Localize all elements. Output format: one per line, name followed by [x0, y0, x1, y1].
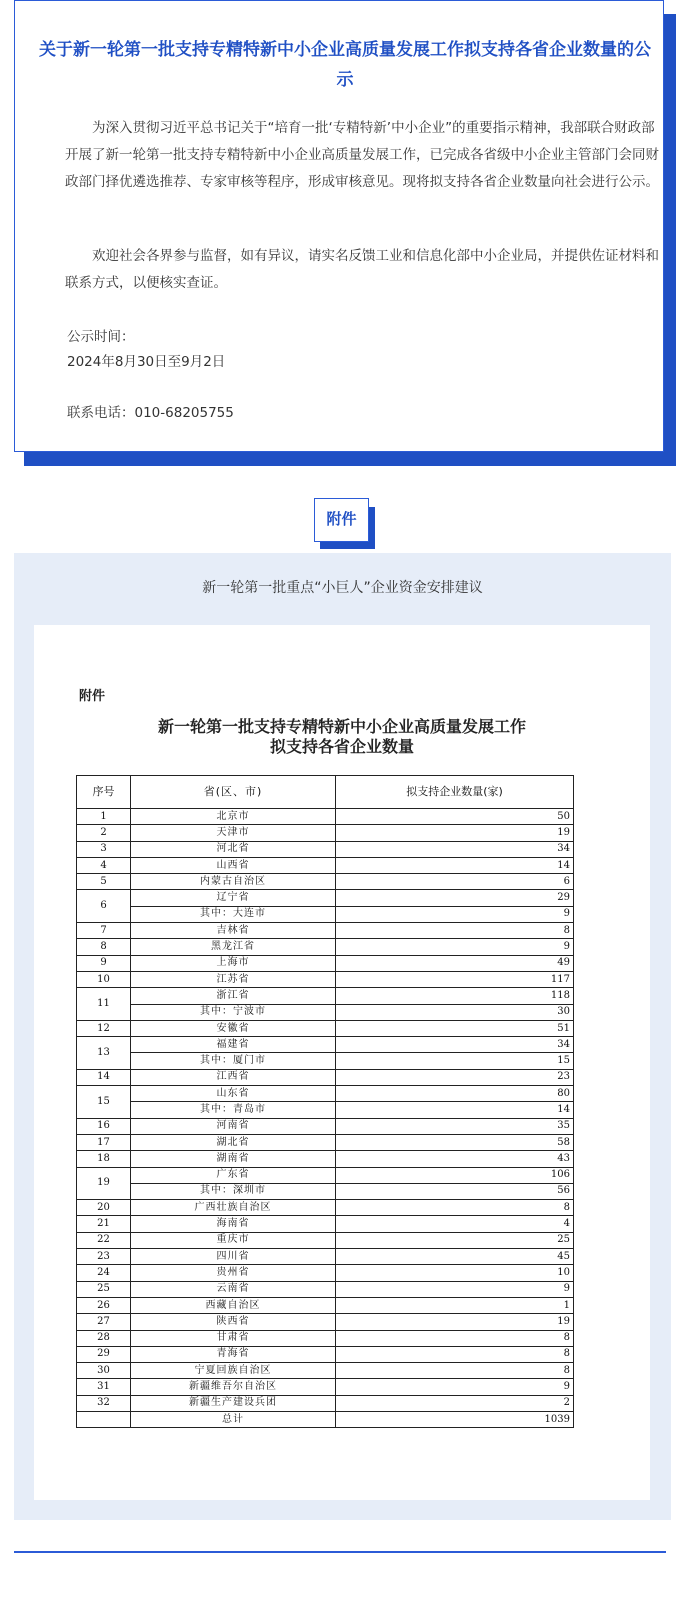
cell-count: 9	[336, 1379, 574, 1395]
cell-province: 黑龙江省	[131, 939, 336, 955]
notice-period-label: 公示时间：	[67, 329, 135, 345]
cell-count: 9	[336, 906, 574, 922]
cell-count: 50	[336, 809, 574, 825]
cell-count: 1039	[336, 1411, 574, 1427]
cell-no: 15	[77, 1086, 131, 1119]
cell-no: 30	[77, 1363, 131, 1379]
cell-province: 其中：大连市	[131, 906, 336, 922]
cell-count: 30	[336, 1004, 574, 1020]
table-row	[77, 1167, 574, 1183]
cell-no: 4	[77, 857, 131, 873]
cell-count: 23	[336, 1069, 574, 1085]
cell-province: 甘肃省	[131, 1330, 336, 1346]
table-row	[77, 955, 574, 971]
cell-count: 118	[336, 988, 574, 1004]
cell-no: 1	[77, 809, 131, 825]
table-row	[77, 809, 574, 825]
header-province: 省(区、市)	[131, 776, 336, 809]
cell-no: 7	[77, 923, 131, 939]
cell-no: 13	[77, 1037, 131, 1070]
cell-count: 19	[336, 825, 574, 841]
document-attachment-label: 附件	[79, 689, 106, 704]
cell-count: 35	[336, 1118, 574, 1134]
cell-count: 9	[336, 939, 574, 955]
cell-count: 58	[336, 1134, 574, 1150]
cell-province: 云南省	[131, 1281, 336, 1297]
table-row	[77, 923, 574, 939]
document-title-line-2: 拟支持各省企业数量	[269, 737, 414, 756]
notice-card-body	[14, 0, 664, 452]
cell-count: 49	[336, 955, 574, 971]
cell-no: 16	[77, 1118, 131, 1134]
cell-no: 25	[77, 1281, 131, 1297]
cell-count: 14	[336, 1102, 574, 1118]
cell-count: 1	[336, 1297, 574, 1313]
table-row	[77, 1134, 574, 1150]
cell-province: 青海省	[131, 1346, 336, 1362]
table-row	[77, 988, 574, 1004]
cell-count: 51	[336, 1020, 574, 1036]
table-row	[77, 1004, 574, 1020]
cell-province: 贵州省	[131, 1265, 336, 1281]
table-row	[77, 1069, 574, 1085]
cell-no: 24	[77, 1265, 131, 1281]
cell-province: 河南省	[131, 1118, 336, 1134]
document-title	[34, 717, 650, 757]
cell-province: 其中：宁波市	[131, 1004, 336, 1020]
cell-no: 19	[77, 1167, 131, 1200]
cell-count: 4	[336, 1216, 574, 1232]
cell-province: 总计	[131, 1411, 336, 1427]
cell-province: 其中：厦门市	[131, 1053, 336, 1069]
cell-province: 山西省	[131, 857, 336, 873]
cell-province: 山东省	[131, 1086, 336, 1102]
notice-card	[14, 0, 676, 468]
table-row	[77, 1183, 574, 1199]
cell-no	[77, 1411, 131, 1427]
table-row	[77, 857, 574, 873]
cell-province: 江西省	[131, 1069, 336, 1085]
table-row	[77, 906, 574, 922]
table-row	[77, 971, 574, 987]
table-row	[77, 1281, 574, 1297]
cell-province: 湖南省	[131, 1151, 336, 1167]
attachment-document	[34, 625, 650, 1500]
cell-province: 湖北省	[131, 1134, 336, 1150]
cell-count: 106	[336, 1167, 574, 1183]
table-row	[77, 890, 574, 906]
cell-province: 西藏自治区	[131, 1297, 336, 1313]
cell-no: 10	[77, 971, 131, 987]
cell-no: 12	[77, 1020, 131, 1036]
cell-count: 9	[336, 1281, 574, 1297]
cell-count: 8	[336, 923, 574, 939]
cell-count: 45	[336, 1249, 574, 1265]
cell-no: 20	[77, 1200, 131, 1216]
cell-no: 32	[77, 1395, 131, 1411]
table-body	[77, 809, 574, 1428]
table-row	[77, 1118, 574, 1134]
cell-province: 安徽省	[131, 1020, 336, 1036]
header-count: 拟支持企业数量(家)	[336, 776, 574, 809]
table-row	[77, 1102, 574, 1118]
cell-count: 34	[336, 841, 574, 857]
cell-no: 27	[77, 1314, 131, 1330]
cell-no: 3	[77, 841, 131, 857]
table-row	[77, 1395, 574, 1411]
cell-no: 14	[77, 1069, 131, 1085]
notice-phone: 联系电话：010-68205755	[67, 405, 234, 421]
table-row	[77, 1200, 574, 1216]
cell-province: 上海市	[131, 955, 336, 971]
cell-province: 内蒙古自治区	[131, 874, 336, 890]
cell-province: 浙江省	[131, 988, 336, 1004]
cell-count: 8	[336, 1200, 574, 1216]
attachment-caption: 新一轮第一批重点“小巨人”企业资金安排建议	[202, 580, 483, 596]
cell-no: 31	[77, 1379, 131, 1395]
table-row	[77, 1151, 574, 1167]
cell-no: 29	[77, 1346, 131, 1362]
table-header-row	[77, 776, 574, 809]
table-row	[77, 1346, 574, 1362]
cell-count: 34	[336, 1037, 574, 1053]
table-row	[77, 1363, 574, 1379]
cell-count: 25	[336, 1232, 574, 1248]
cell-province: 陕西省	[131, 1314, 336, 1330]
cell-no: 18	[77, 1151, 131, 1167]
cell-count: 29	[336, 890, 574, 906]
cell-no: 17	[77, 1134, 131, 1150]
cell-count: 6	[336, 874, 574, 890]
cell-province: 福建省	[131, 1037, 336, 1053]
cell-count: 2	[336, 1395, 574, 1411]
cell-no: 8	[77, 939, 131, 955]
cell-province: 其中：深圳市	[131, 1183, 336, 1199]
table-row	[77, 1249, 574, 1265]
table-row	[77, 1216, 574, 1232]
table-row	[77, 939, 574, 955]
table-row	[77, 1037, 574, 1053]
province-table	[76, 775, 574, 1428]
cell-no: 11	[77, 988, 131, 1021]
cell-no: 21	[77, 1216, 131, 1232]
notice-paragraph-2: 欢迎社会各界参与监督，如有异议，请实名反馈工业和信息化部中小企业局，并提供佐证材料和联系方式，以便核实查证。	[65, 248, 659, 291]
cell-count: 15	[336, 1053, 574, 1069]
bottom-divider	[14, 1551, 666, 1553]
cell-no: 22	[77, 1232, 131, 1248]
cell-count: 80	[336, 1086, 574, 1102]
cell-count: 117	[336, 971, 574, 987]
cell-province: 吉林省	[131, 923, 336, 939]
cell-count: 8	[336, 1363, 574, 1379]
cell-province: 广西壮族自治区	[131, 1200, 336, 1216]
cell-province: 新疆维吾尔自治区	[131, 1379, 336, 1395]
cell-no: 5	[77, 874, 131, 890]
table-row	[77, 1086, 574, 1102]
cell-province: 天津市	[131, 825, 336, 841]
cell-count: 19	[336, 1314, 574, 1330]
cell-count: 14	[336, 857, 574, 873]
cell-no: 9	[77, 955, 131, 971]
cell-count: 8	[336, 1346, 574, 1362]
cell-province: 江苏省	[131, 971, 336, 987]
document-title-line-1: 新一轮第一批支持专精特新中小企业高质量发展工作	[157, 717, 526, 736]
cell-no: 2	[77, 825, 131, 841]
cell-count: 56	[336, 1183, 574, 1199]
table-row	[77, 1411, 574, 1427]
cell-province: 河北省	[131, 841, 336, 857]
cell-province: 海南省	[131, 1216, 336, 1232]
cell-province: 宁夏回族自治区	[131, 1363, 336, 1379]
attachment-panel	[14, 553, 671, 1520]
table-row	[77, 841, 574, 857]
table-row	[77, 1330, 574, 1346]
cell-count: 10	[336, 1265, 574, 1281]
table-row	[77, 825, 574, 841]
cell-province: 北京市	[131, 809, 336, 825]
cell-no: 6	[77, 890, 131, 923]
notice-period-value: 2024年8月30日至9月2日	[67, 354, 226, 370]
cell-province: 四川省	[131, 1249, 336, 1265]
cell-no: 23	[77, 1249, 131, 1265]
table-row	[77, 1379, 574, 1395]
attachment-badge: 附件	[314, 498, 369, 542]
cell-province: 广东省	[131, 1167, 336, 1183]
cell-province: 辽宁省	[131, 890, 336, 906]
table-row	[77, 1297, 574, 1313]
table-row	[77, 1232, 574, 1248]
cell-province: 重庆市	[131, 1232, 336, 1248]
header-no: 序号	[77, 776, 131, 809]
cell-province: 新疆生产建设兵团	[131, 1395, 336, 1411]
notice-paragraph-1: 为深入贯彻习近平总书记关于“培育一批‘专精特新’中小企业”的重要指示精神，我部联合财政部开展了新一轮第一批支持专精特新中小企业高质量发展工作，已完成各省级中小企业主管部门会同财政部门择优遴选推荐、专家审核等程序，形成审核意见。现将拟支持各省企业数量向社会进行公示。	[65, 120, 659, 190]
cell-no: 28	[77, 1330, 131, 1346]
table-row	[77, 1020, 574, 1036]
table-row	[77, 874, 574, 890]
cell-province: 其中：青岛市	[131, 1102, 336, 1118]
cell-count: 8	[336, 1330, 574, 1346]
cell-count: 43	[336, 1151, 574, 1167]
table-row	[77, 1314, 574, 1330]
cell-no: 26	[77, 1297, 131, 1313]
table-row	[77, 1265, 574, 1281]
table-row	[77, 1053, 574, 1069]
notice-title: 关于新一轮第一批支持专精特新中小企业高质量发展工作拟支持各省企业数量的公示	[39, 40, 651, 90]
